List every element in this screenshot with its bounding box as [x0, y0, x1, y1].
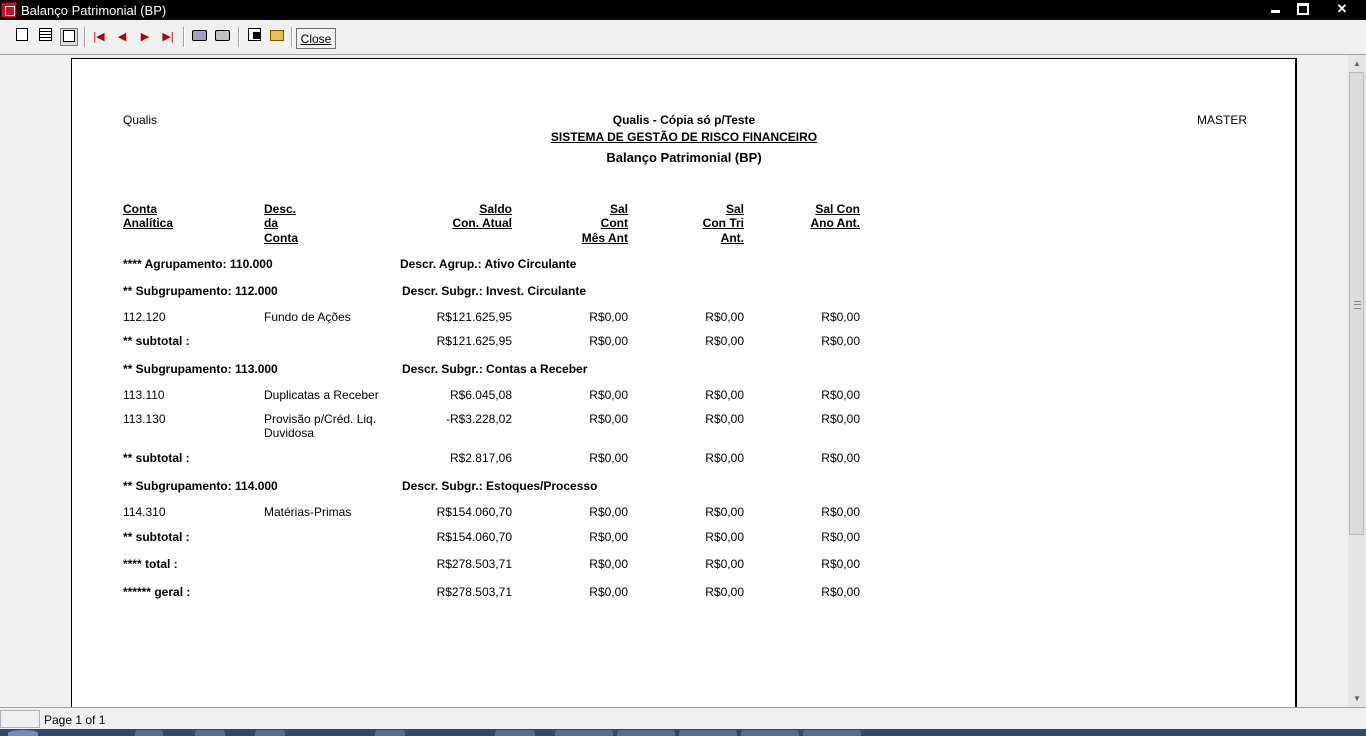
- mes-value: R$0,00: [589, 530, 628, 544]
- taskbar-item[interactable]: [135, 730, 163, 736]
- page-indicator: Page 1 of 1: [44, 713, 106, 727]
- account-code: 113.130: [123, 412, 166, 426]
- mes-value: R$0,00: [589, 505, 628, 519]
- header-tri-1: Sal: [725, 202, 744, 216]
- status-cell: [0, 710, 40, 728]
- grip-icon: [1354, 301, 1361, 309]
- taskbar-item[interactable]: [195, 730, 225, 736]
- account-desc: Provisão p/Créd. Liq.: [264, 412, 377, 426]
- report-title: Balanço Patrimonial (BP): [606, 150, 762, 165]
- taskbar-item[interactable]: [617, 730, 675, 736]
- multi-page-icon[interactable]: [36, 28, 54, 46]
- report-viewport: [0, 55, 1348, 707]
- ano-value: R$0,00: [821, 334, 860, 348]
- ano-value: R$0,00: [821, 451, 860, 465]
- print-setup-icon[interactable]: [190, 28, 208, 46]
- header-ano-2: Ano Ant.: [810, 216, 860, 230]
- taskbar-item[interactable]: [803, 730, 861, 736]
- account-desc: Duplicatas a Receber: [264, 388, 379, 402]
- report-page: [71, 58, 1297, 707]
- header-desc-1: Desc.: [264, 202, 297, 216]
- company-name: Qualis: [123, 113, 158, 127]
- vertical-scrollbar[interactable]: [1348, 55, 1366, 707]
- account-desc: Matérias-Primas: [264, 505, 352, 519]
- report-company-title: Qualis - Cópia só p/Teste: [612, 113, 756, 127]
- status-bar: [0, 707, 1366, 730]
- scroll-down-icon[interactable]: ▼: [1353, 694, 1361, 703]
- saldo-value: R$278.503,71: [436, 585, 512, 599]
- taskbar-item[interactable]: [555, 730, 613, 736]
- saldo-value: -R$3.228,02: [445, 412, 512, 426]
- save-icon[interactable]: [245, 28, 263, 46]
- taskbar: [0, 729, 1366, 736]
- previous-page-icon[interactable]: ◀: [117, 31, 127, 43]
- tri-value: R$0,00: [705, 585, 744, 599]
- account-desc-cont: Duvidosa: [264, 426, 315, 440]
- header-tri-2: Con Tri: [702, 216, 744, 230]
- ano-value: R$0,00: [821, 412, 860, 426]
- scroll-up-icon[interactable]: ▲: [1353, 59, 1361, 68]
- minimize-button[interactable]: [1262, 1, 1288, 17]
- saldo-value: R$121.625,95: [436, 310, 512, 324]
- start-button[interactable]: [8, 730, 38, 736]
- close-report-button[interactable]: Close: [296, 28, 336, 49]
- ano-value: R$0,00: [821, 310, 860, 324]
- scroll-thumb[interactable]: [1349, 72, 1364, 535]
- account-desc: Fundo de Ações: [264, 310, 351, 324]
- tri-value: R$0,00: [705, 530, 744, 544]
- grand-total-label: ****** geral :: [123, 585, 191, 599]
- saldo-value: R$6.045,08: [449, 388, 512, 402]
- first-page-icon[interactable]: |◀: [93, 31, 105, 43]
- ano-value: R$0,00: [821, 530, 860, 544]
- mes-value: R$0,00: [589, 388, 628, 402]
- tri-value: R$0,00: [705, 505, 744, 519]
- group-desc: Descr. Agrup.: Ativo Circulante: [400, 257, 577, 271]
- subtotal-label: ** subtotal :: [123, 451, 190, 465]
- open-icon[interactable]: [268, 28, 286, 46]
- header-desc-2: da: [264, 216, 279, 230]
- tri-value: R$0,00: [705, 412, 744, 426]
- header-mes-2: Cont: [600, 216, 628, 230]
- mes-value: R$0,00: [589, 412, 628, 426]
- page-width-icon[interactable]: [60, 28, 78, 46]
- last-page-icon[interactable]: ▶|: [162, 31, 174, 43]
- toolbar: [0, 20, 1366, 55]
- saldo-value: R$278.503,71: [436, 557, 512, 571]
- saldo-value: R$2.817,06: [449, 451, 512, 465]
- tri-value: R$0,00: [705, 388, 744, 402]
- account-code: 114.310: [123, 505, 166, 519]
- restore-icon: [1297, 3, 1309, 15]
- window-close-button[interactable]: [1322, 1, 1362, 17]
- header-mes-3: Mês Ant: [581, 231, 628, 245]
- ano-value: R$0,00: [821, 557, 860, 571]
- account-code: 112.120: [123, 310, 166, 324]
- mes-value: R$0,00: [589, 334, 628, 348]
- header-conta-2: Analítica: [123, 216, 174, 230]
- account-code: 113.110: [123, 388, 165, 402]
- mes-value: R$0,00: [589, 585, 628, 599]
- saldo-value: R$121.625,95: [436, 334, 512, 348]
- header-mes-1: Sal: [609, 202, 628, 216]
- next-page-icon[interactable]: ▶: [140, 31, 150, 43]
- single-page-icon[interactable]: [13, 28, 31, 46]
- system-name: SISTEMA DE GESTÃO DE RISCO FINANCEIRO: [550, 130, 818, 144]
- subtotal-label: ** subtotal :: [123, 530, 190, 544]
- subgroup-desc: Descr. Subgr.: Estoques/Processo: [402, 479, 598, 493]
- ano-value: R$0,00: [821, 388, 860, 402]
- saldo-value: R$154.060,70: [436, 505, 512, 519]
- tri-value: R$0,00: [705, 557, 744, 571]
- group-label: **** Agrupamento: 110.000: [123, 257, 273, 271]
- mes-value: R$0,00: [589, 557, 628, 571]
- saldo-value: R$154.060,70: [436, 530, 512, 544]
- user-name: MASTER: [1196, 113, 1247, 127]
- subtotal-label: ** subtotal :: [123, 334, 190, 348]
- subgroup-desc: Descr. Subgr.: Invest. Circulante: [402, 284, 587, 298]
- subgroup-desc: Descr. Subgr.: Contas a Receber: [402, 362, 588, 376]
- tri-value: R$0,00: [705, 451, 744, 465]
- mes-value: R$0,00: [589, 451, 628, 465]
- taskbar-item[interactable]: [375, 730, 405, 736]
- minimize-icon: [1271, 10, 1280, 13]
- tri-value: R$0,00: [705, 310, 744, 324]
- close-icon: ✕: [1336, 1, 1348, 16]
- mes-value: R$0,00: [589, 310, 628, 324]
- header-tri-3: Ant.: [720, 231, 744, 245]
- total-label: **** total :: [123, 557, 178, 571]
- tri-value: R$0,00: [705, 334, 744, 348]
- taskbar-item[interactable]: [741, 730, 799, 736]
- subgroup-label: ** Subgrupamento: 112.000: [123, 284, 278, 298]
- restore-button[interactable]: [1290, 1, 1316, 17]
- ano-value: R$0,00: [821, 585, 860, 599]
- window-title: Balanço Patrimonial (BP): [21, 3, 167, 18]
- header-saldo-2: Con. Atual: [452, 216, 512, 230]
- title-bar: [0, 0, 1366, 20]
- app-icon: [1, 2, 17, 18]
- subgroup-label: ** Subgrupamento: 113.000: [123, 362, 278, 376]
- taskbar-item[interactable]: [679, 730, 737, 736]
- header-desc-3: Conta: [264, 231, 298, 245]
- header-ano-1: Sal Con: [815, 202, 860, 216]
- print-icon[interactable]: [213, 28, 231, 46]
- taskbar-item[interactable]: [255, 730, 285, 736]
- taskbar-item[interactable]: [495, 730, 535, 736]
- header-saldo-1: Saldo: [479, 202, 512, 216]
- subgroup-label: ** Subgrupamento: 114.000: [123, 479, 278, 493]
- header-conta-1: Conta: [123, 202, 157, 216]
- ano-value: R$0,00: [821, 505, 860, 519]
